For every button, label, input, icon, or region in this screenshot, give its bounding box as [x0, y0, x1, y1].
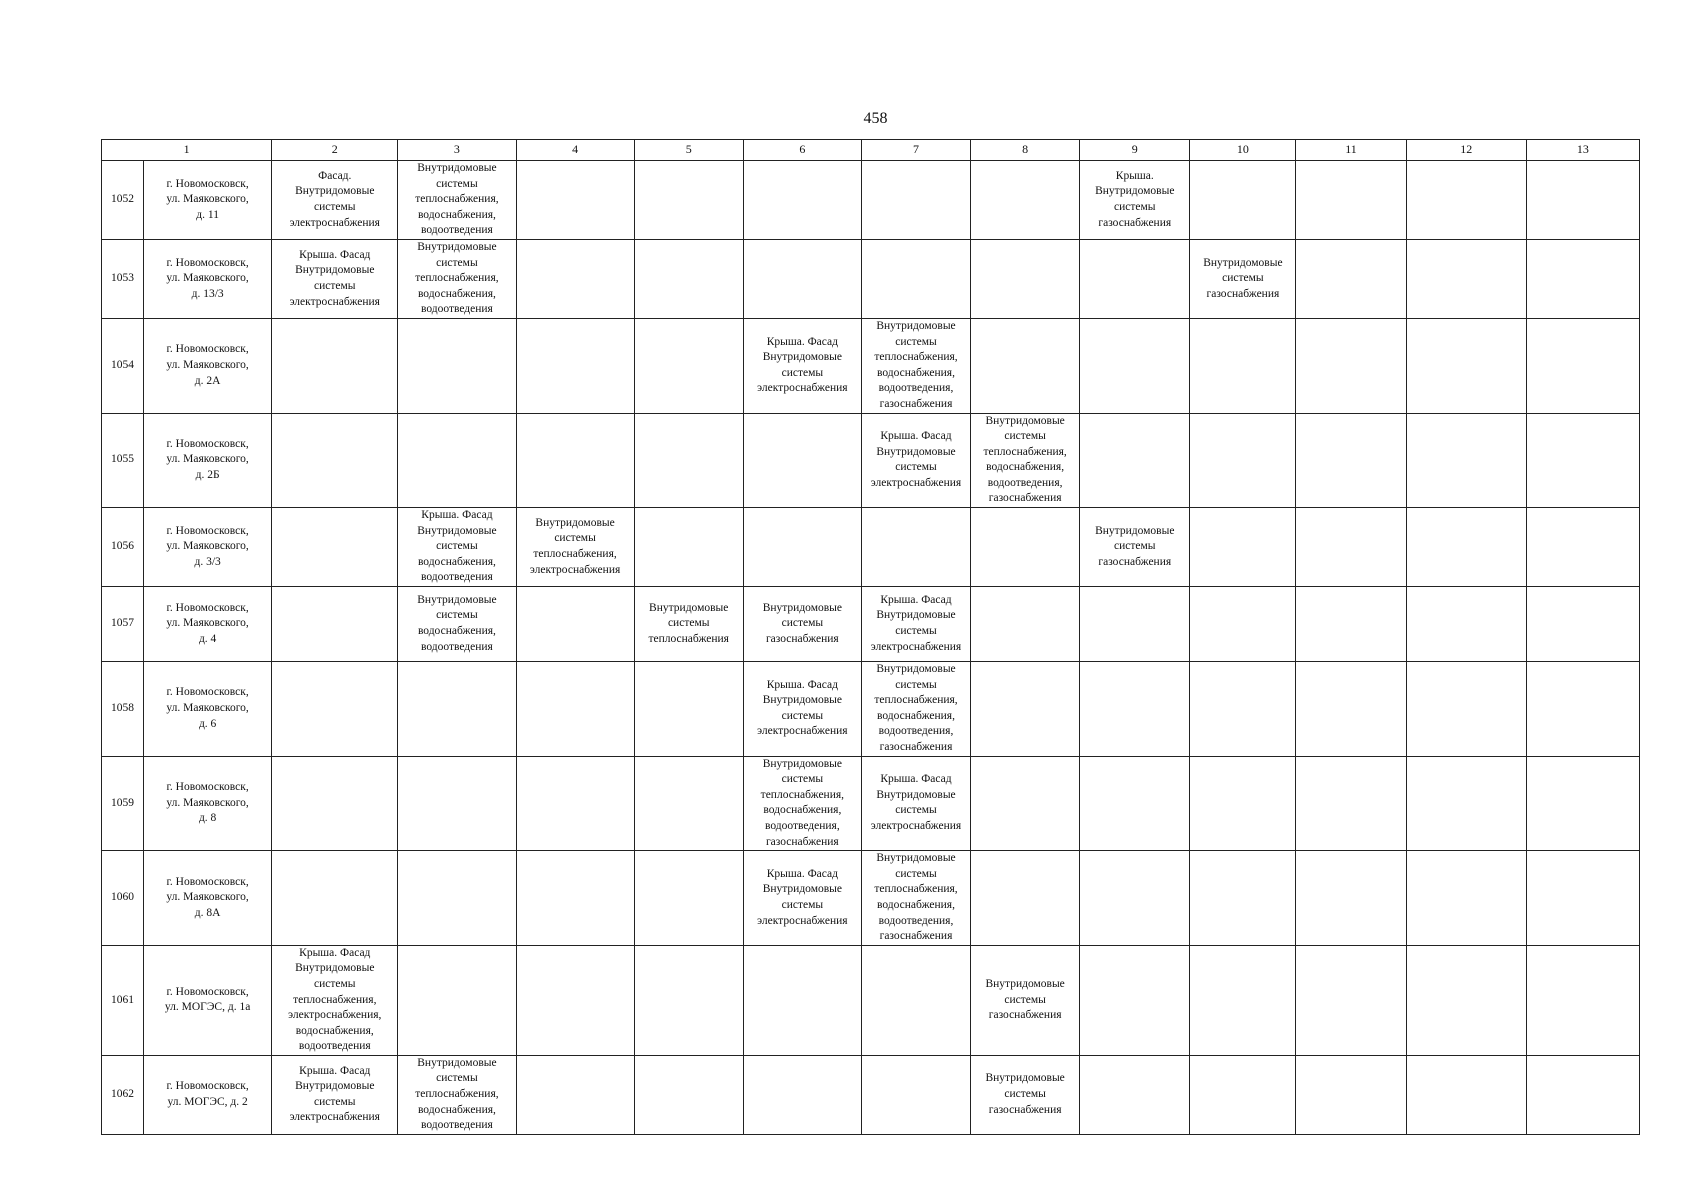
- work-text: Внутридомовые системы теплоснабжения, водоснабжения, водоотведения, газоснабжения: [874, 852, 958, 943]
- work-text: Внутридомовые системы газоснабжения: [985, 977, 1065, 1022]
- work-cell-col-9: [1080, 851, 1190, 946]
- work-cell-col-10: [1190, 945, 1296, 1055]
- work-cell-col-13: [1526, 756, 1639, 851]
- work-cell-col-6: [743, 1055, 861, 1134]
- work-text: Внутридомовые системы теплоснабжения, электроснабжения: [529, 516, 621, 576]
- work-cell-col-9: [1080, 1055, 1190, 1134]
- work-cell-col-6: [743, 587, 861, 662]
- work-cell-col-5: [634, 1055, 743, 1134]
- work-cell-col-2: [272, 318, 398, 413]
- work-text: Внутридомовые системы теплоснабжения, водоснабжения, водоотведения, газоснабжения: [874, 319, 958, 410]
- work-cell-col-10: [1190, 508, 1296, 587]
- work-cell-col-6: [743, 161, 861, 240]
- work-cell-col-13: [1526, 508, 1639, 587]
- work-cell-col-11: [1296, 508, 1406, 587]
- work-cell-col-2: [272, 662, 398, 757]
- work-cell-col-11: [1296, 851, 1406, 946]
- address-cell: [144, 161, 272, 240]
- work-text: Крыша. Фасад Внутридомовые системы водоснабжения, водоотведения: [417, 509, 497, 584]
- work-cell-col-8: [971, 161, 1080, 240]
- table-row: [102, 413, 1640, 508]
- work-cell-col-3: [398, 756, 516, 851]
- column-header: 13: [1526, 140, 1639, 161]
- table-row: [102, 1055, 1640, 1134]
- address-text: г. Новомосковск, ул. Маяковского, д. 8: [166, 780, 249, 825]
- work-cell-col-7: [861, 508, 970, 587]
- work-cell-col-3: [398, 413, 516, 508]
- work-cell-col-12: [1406, 662, 1526, 757]
- column-header: 1: [102, 140, 272, 161]
- address-cell: [144, 1055, 272, 1134]
- work-cell-col-8: [971, 239, 1080, 318]
- work-cell-col-8: [971, 413, 1080, 508]
- address-text: г. Новомосковск, ул. МОГЭС, д. 2: [166, 1080, 249, 1108]
- work-cell-col-5: [634, 239, 743, 318]
- work-cell-col-3: [398, 318, 516, 413]
- work-cell-col-6: [743, 945, 861, 1055]
- work-cell-col-11: [1296, 945, 1406, 1055]
- work-cell-col-7: [861, 413, 970, 508]
- table-row: [102, 239, 1640, 318]
- column-header: 12: [1406, 140, 1526, 161]
- work-cell-col-4: [516, 587, 634, 662]
- work-cell-col-13: [1526, 161, 1639, 240]
- work-cell-col-10: [1190, 1055, 1296, 1134]
- work-text: Крыша. Внутридомовые системы газоснабжения: [1095, 169, 1175, 229]
- address-cell: [144, 318, 272, 413]
- table-row: [102, 945, 1640, 1055]
- row-number: 1060: [102, 851, 144, 946]
- work-cell-col-4: [516, 161, 634, 240]
- work-cell-col-8: [971, 318, 1080, 413]
- table-row: [102, 318, 1640, 413]
- work-text: Внутридомовые системы теплоснабжения, водоснабжения, водоотведения, газоснабжения: [874, 663, 958, 753]
- work-text: Крыша. Фасад Внутридомовые системы электроснабжения: [289, 248, 380, 308]
- address-cell: [144, 662, 272, 757]
- work-cell-col-5: [634, 318, 743, 413]
- table-row: [102, 587, 1640, 662]
- work-cell-col-12: [1406, 851, 1526, 946]
- work-text: Внутридомовые системы водоснабжения, водоотведения: [417, 593, 497, 653]
- work-cell-col-4: [516, 239, 634, 318]
- work-cell-col-9: [1080, 161, 1190, 240]
- work-cell-col-13: [1526, 587, 1639, 662]
- work-cell-col-13: [1526, 239, 1639, 318]
- work-cell-col-7: [861, 1055, 970, 1134]
- work-cell-col-6: [743, 851, 861, 946]
- work-text: Внутридомовые системы теплоснабжения, водоснабжения, водоотведения, газоснабжения: [983, 414, 1067, 505]
- work-cell-col-5: [634, 508, 743, 587]
- work-text: Крыша. Фасад Внутридомовые системы электроснабжения: [870, 773, 962, 832]
- row-number: 1062: [102, 1055, 144, 1134]
- work-cell-col-11: [1296, 756, 1406, 851]
- work-cell-col-8: [971, 662, 1080, 757]
- work-cell-col-6: [743, 239, 861, 318]
- table-row: [102, 161, 1640, 240]
- address-cell: [144, 756, 272, 851]
- address-text: г. Новомосковск, ул. Маяковского, д. 2Б: [166, 437, 249, 482]
- work-cell-col-3: [398, 508, 516, 587]
- work-cell-col-2: [272, 239, 398, 318]
- work-cell-col-11: [1296, 413, 1406, 508]
- column-header: 8: [971, 140, 1080, 161]
- work-cell-col-2: [272, 508, 398, 587]
- work-cell-col-13: [1526, 1055, 1639, 1134]
- work-cell-col-11: [1296, 161, 1406, 240]
- work-cell-col-2: [272, 161, 398, 240]
- work-text: Крыша. Фасад Внутридомовые системы электроснабжения: [757, 678, 848, 738]
- work-cell-col-4: [516, 945, 634, 1055]
- work-text: Внутридомовые системы теплоснабжения, водоснабжения, водоотведения: [415, 240, 499, 316]
- work-cell-col-5: [634, 413, 743, 508]
- column-header: 5: [634, 140, 743, 161]
- row-number: 1059: [102, 756, 144, 851]
- work-text: Крыша. Фасад Внутридомовые системы электроснабжения: [870, 430, 962, 489]
- work-cell-col-8: [971, 587, 1080, 662]
- work-cell-col-7: [861, 239, 970, 318]
- work-text: Крыша. Фасад Внутридомовые системы электроснабжения: [870, 593, 962, 653]
- work-cell-col-5: [634, 662, 743, 757]
- work-cell-col-2: [272, 1055, 398, 1134]
- work-cell-col-10: [1190, 662, 1296, 757]
- work-cell-col-11: [1296, 662, 1406, 757]
- work-text: Крыша. Фасад Внутридомовые системы теплоснабжения, электроснабжения, водоснабжения, водоотведения: [288, 946, 382, 1053]
- work-cell-col-6: [743, 756, 861, 851]
- work-cell-col-10: [1190, 756, 1296, 851]
- work-cell-col-4: [516, 413, 634, 508]
- work-cell-col-8: [971, 945, 1080, 1055]
- work-cell-col-10: [1190, 851, 1296, 946]
- table-row: [102, 851, 1640, 946]
- table-row: [102, 756, 1640, 851]
- work-cell-col-7: [861, 587, 970, 662]
- work-cell-col-7: [861, 945, 970, 1055]
- work-cell-col-4: [516, 1055, 634, 1134]
- row-number: 1057: [102, 587, 144, 662]
- work-cell-col-6: [743, 318, 861, 413]
- work-cell-col-10: [1190, 587, 1296, 662]
- address-cell: [144, 945, 272, 1055]
- work-cell-col-13: [1526, 413, 1639, 508]
- address-text: г. Новомосковск, ул. Маяковского, д. 2А: [166, 343, 249, 387]
- address-text: г. Новомосковск, ул. Маяковского, д. 3/3: [166, 524, 249, 568]
- work-cell-col-12: [1406, 587, 1526, 662]
- address-text: г. Новомосковск, ул. МОГЭС, д. 1а: [164, 985, 251, 1014]
- work-cell-col-2: [272, 587, 398, 662]
- work-cell-col-12: [1406, 318, 1526, 413]
- page-number: 458: [863, 110, 888, 127]
- work-cell-col-5: [634, 587, 743, 662]
- work-cell-col-5: [634, 161, 743, 240]
- address-cell: [144, 587, 272, 662]
- table-row: [102, 508, 1640, 587]
- work-cell-col-3: [398, 161, 516, 240]
- work-cell-col-8: [971, 508, 1080, 587]
- address-cell: [144, 239, 272, 318]
- work-cell-col-9: [1080, 413, 1190, 508]
- work-cell-col-10: [1190, 318, 1296, 413]
- row-number: 1058: [102, 662, 144, 757]
- work-text: Внутридомовые системы теплоснабжения, водоснабжения, водоотведения: [415, 162, 499, 237]
- work-text: Внутридомовые системы газоснабжения: [1095, 524, 1175, 568]
- work-text: Внутридомовые системы теплоснабжения, водоснабжения, водоотведения: [415, 1056, 499, 1132]
- address-cell: [144, 851, 272, 946]
- work-cell-col-3: [398, 1055, 516, 1134]
- work-cell-col-5: [634, 945, 743, 1055]
- address-text: г. Новомосковск, ул. Маяковского, д. 11: [166, 177, 249, 221]
- work-cell-col-10: [1190, 239, 1296, 318]
- column-header: 6: [743, 140, 861, 161]
- work-cell-col-9: [1080, 239, 1190, 318]
- work-cell-col-4: [516, 662, 634, 757]
- work-cell-col-7: [861, 851, 970, 946]
- address-text: г. Новомосковск, ул. Маяковского, д. 6: [166, 686, 249, 730]
- column-header: 3: [398, 140, 516, 161]
- row-number: 1056: [102, 508, 144, 587]
- works-schedule-table: [101, 139, 1640, 1135]
- work-cell-col-8: [971, 756, 1080, 851]
- row-number: 1061: [102, 945, 144, 1055]
- column-header: 10: [1190, 140, 1296, 161]
- work-cell-col-9: [1080, 662, 1190, 757]
- work-cell-col-13: [1526, 318, 1639, 413]
- work-cell-col-7: [861, 318, 970, 413]
- row-number: 1053: [102, 239, 144, 318]
- work-cell-col-9: [1080, 587, 1190, 662]
- work-text: Внутридомовые системы газоснабжения: [1203, 256, 1283, 300]
- work-text: Крыша. Фасад Внутридомовые системы электроснабжения: [757, 335, 848, 395]
- work-text: Внутридомовые системы газоснабжения: [985, 1072, 1065, 1116]
- column-header: 11: [1296, 140, 1406, 161]
- work-cell-col-12: [1406, 945, 1526, 1055]
- header-row: [102, 140, 1640, 161]
- row-number: 1055: [102, 413, 144, 508]
- address-text: г. Новомосковск, ул. Маяковского, д. 13/3: [166, 256, 249, 300]
- table-row: [102, 662, 1640, 757]
- work-cell-col-9: [1080, 508, 1190, 587]
- work-text: Внутридомовые системы газоснабжения: [762, 601, 843, 645]
- work-cell-col-11: [1296, 239, 1406, 318]
- work-cell-col-3: [398, 239, 516, 318]
- work-cell-col-4: [516, 756, 634, 851]
- address-text: г. Новомосковск, ул. Маяковского, д. 8А: [166, 875, 249, 919]
- work-cell-col-6: [743, 662, 861, 757]
- work-cell-col-4: [516, 851, 634, 946]
- column-header: 7: [861, 140, 970, 161]
- work-cell-col-12: [1406, 1055, 1526, 1134]
- work-cell-col-11: [1296, 318, 1406, 413]
- work-cell-col-2: [272, 756, 398, 851]
- work-cell-col-12: [1406, 756, 1526, 851]
- work-cell-col-10: [1190, 161, 1296, 240]
- column-header: 9: [1080, 140, 1190, 161]
- work-cell-col-8: [971, 1055, 1080, 1134]
- work-cell-col-2: [272, 851, 398, 946]
- work-cell-col-13: [1526, 851, 1639, 946]
- work-cell-col-7: [861, 161, 970, 240]
- work-cell-col-7: [861, 662, 970, 757]
- work-cell-col-13: [1526, 945, 1639, 1055]
- address-cell: [144, 413, 272, 508]
- work-cell-col-3: [398, 587, 516, 662]
- work-cell-col-9: [1080, 945, 1190, 1055]
- row-number: 1054: [102, 318, 144, 413]
- work-cell-col-3: [398, 851, 516, 946]
- column-header: 2: [272, 140, 398, 161]
- work-text: Крыша. Фасад Внутридомовые системы электроснабжения: [289, 1064, 380, 1124]
- work-cell-col-3: [398, 945, 516, 1055]
- work-cell-col-3: [398, 662, 516, 757]
- work-cell-col-5: [634, 851, 743, 946]
- work-cell-col-2: [272, 413, 398, 508]
- work-cell-col-13: [1526, 662, 1639, 757]
- work-cell-col-8: [971, 851, 1080, 946]
- work-text: Фасад. Внутридомовые системы электроснабжения: [289, 169, 380, 229]
- work-cell-col-6: [743, 508, 861, 587]
- work-cell-col-12: [1406, 413, 1526, 508]
- address-cell: [144, 508, 272, 587]
- address-text: г. Новомосковск, ул. Маяковского, д. 4: [166, 601, 249, 645]
- work-cell-col-12: [1406, 161, 1526, 240]
- work-cell-col-12: [1406, 239, 1526, 318]
- work-cell-col-11: [1296, 587, 1406, 662]
- column-header: 4: [516, 140, 634, 161]
- work-text: Крыша. Фасад Внутридомовые системы электроснабжения: [757, 867, 848, 927]
- work-text: Внутридомовые системы теплоснабжения, водоснабжения, водоотведения, газоснабжения: [760, 757, 845, 848]
- work-cell-col-4: [516, 508, 634, 587]
- work-cell-col-9: [1080, 318, 1190, 413]
- work-cell-col-4: [516, 318, 634, 413]
- work-cell-col-11: [1296, 1055, 1406, 1134]
- work-cell-col-5: [634, 756, 743, 851]
- work-cell-col-7: [861, 756, 970, 851]
- work-cell-col-2: [272, 945, 398, 1055]
- work-cell-col-10: [1190, 413, 1296, 508]
- work-text: Внутридомовые системы теплоснабжения: [648, 601, 729, 645]
- work-cell-col-6: [743, 413, 861, 508]
- work-cell-col-9: [1080, 756, 1190, 851]
- work-cell-col-12: [1406, 508, 1526, 587]
- row-number: 1052: [102, 161, 144, 240]
